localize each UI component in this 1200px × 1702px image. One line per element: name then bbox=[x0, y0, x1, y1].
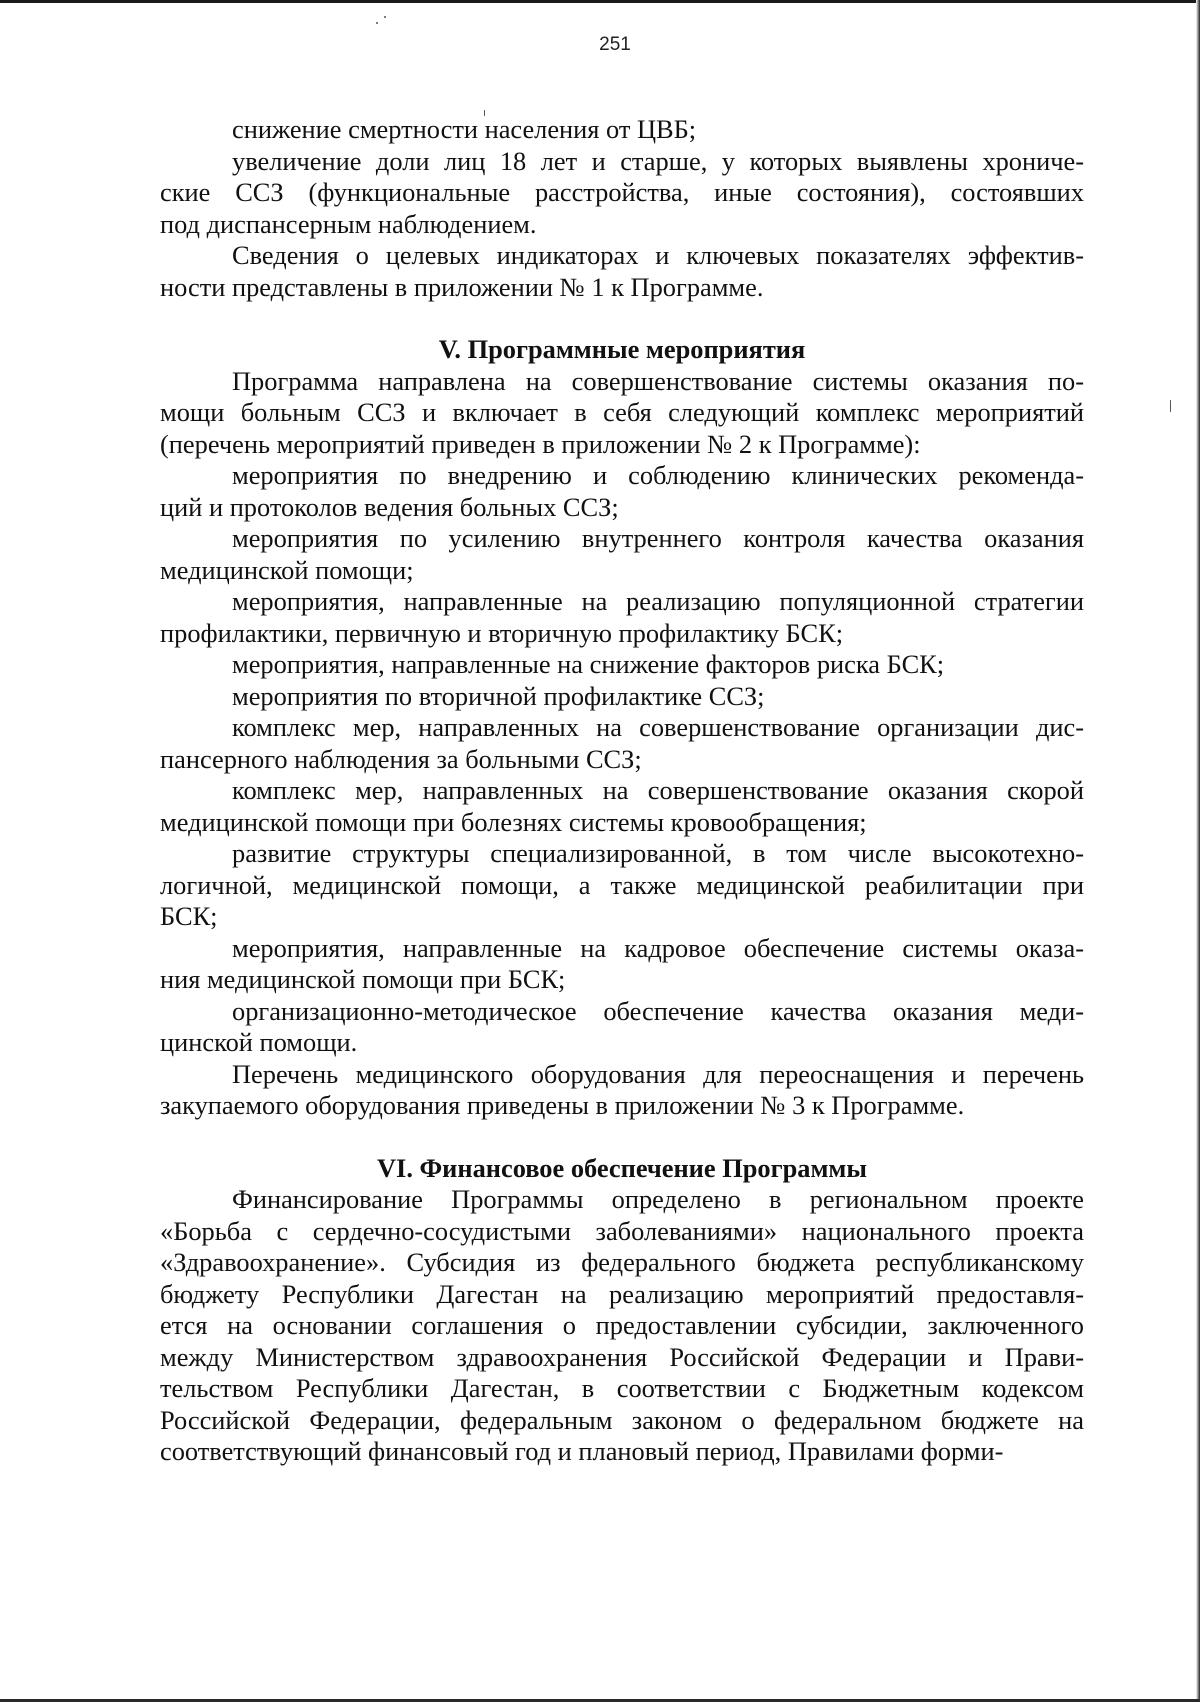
text-line: соответствующий финансовый год и плановый период, Правилами форми- bbox=[160, 1436, 1004, 1466]
text-line: мероприятия, направленные на реализацию популяционной стратегии bbox=[232, 586, 1084, 616]
paragraph bbox=[160, 1184, 1084, 1468]
page-number: 251 bbox=[599, 34, 631, 55]
text-line: тельством Республики Дагестан, в соответствии с Бюджетным кодексом bbox=[160, 1373, 1084, 1403]
text-line: Перечень медицинского оборудования для переоснащения и перечень bbox=[232, 1058, 1084, 1089]
paragraph bbox=[160, 586, 1084, 649]
text-line: Российской Федерации, федеральным законом о федеральном бюджете на bbox=[160, 1404, 1084, 1435]
text-line: мероприятия по вторичной профилактике ССЗ; bbox=[232, 680, 765, 711]
text-line: мощи больным ССЗ и включает в себя следующий комплекс мероприятий bbox=[160, 397, 1084, 427]
text-line: ется на основании соглашения о предоставлении субсидии, заключенного bbox=[160, 1310, 1084, 1340]
section-5-body bbox=[160, 366, 1084, 1122]
paragraph bbox=[160, 712, 1084, 775]
paragraph bbox=[160, 146, 1084, 241]
text-line: организационно-методическое обеспечение качества оказания меди- bbox=[232, 995, 1084, 1026]
text-line: Финансирование Программы определено в региональном проекте bbox=[232, 1184, 1084, 1214]
text-line: мероприятия, направленные на снижение факторов риска БСК; bbox=[232, 649, 945, 679]
text-line: ния медицинской помощи при БСК; bbox=[160, 964, 566, 994]
paragraph bbox=[160, 240, 1084, 303]
paragraph bbox=[160, 1059, 1084, 1122]
text-line: Сведения о целевых индикаторах и ключевых показателях эффектив- bbox=[232, 240, 1084, 270]
text-line: Программа направлена на совершенствование системы оказания по- bbox=[232, 365, 1084, 396]
scan-speck bbox=[384, 16, 386, 18]
text-line: снижение смертности населения от ЦВБ; bbox=[232, 114, 697, 144]
text-line: мероприятия по внедрению и соблюдению клинических рекоменда- bbox=[232, 460, 1084, 490]
paragraph bbox=[160, 460, 1084, 523]
text-line: бюджету Республики Дагестан на реализацию мероприятий предоставля- bbox=[160, 1278, 1084, 1309]
paragraph bbox=[160, 681, 1084, 713]
document-body bbox=[160, 114, 1084, 1468]
scan-edge-top bbox=[0, 0, 1200, 3]
section-5-title: V. Программные мероприятия bbox=[438, 334, 806, 364]
text-line: цинской помощи. bbox=[160, 1027, 358, 1057]
text-line: медицинской помощи; bbox=[160, 554, 414, 585]
paragraph bbox=[160, 775, 1084, 838]
text-line: между Министерством здравоохранения Российской Федерации и Прави- bbox=[160, 1341, 1084, 1372]
text-line: развитие структуры специализированной, в том числе высокотехно- bbox=[232, 838, 1084, 868]
intro-section bbox=[160, 114, 1084, 303]
paragraph bbox=[160, 933, 1084, 996]
paragraph bbox=[160, 838, 1084, 933]
text-line: ций и протоколов ведения больных ССЗ; bbox=[160, 491, 619, 522]
text-line: мероприятия, направленные на кадровое обеспечение системы оказа- bbox=[232, 932, 1084, 963]
text-line: (перечень мероприятий приведен в приложении № 2 к Программе): bbox=[160, 428, 921, 459]
scan-edge-right bbox=[1196, 0, 1200, 1702]
text-line: «Здравоохранение». Субсидия из федерального бюджета республиканскому bbox=[160, 1247, 1084, 1277]
text-line: пансерного наблюдения за больными ССЗ; bbox=[160, 743, 642, 774]
paragraph bbox=[160, 114, 1084, 146]
section-6-body bbox=[160, 1184, 1084, 1468]
paragraph bbox=[160, 366, 1084, 461]
text-line: медицинской помощи при болезнях системы кровообращения; bbox=[160, 806, 867, 837]
text-line: профилактики, первичную и вторичную профилактику БСК; bbox=[160, 617, 844, 648]
text-line: БСК; bbox=[160, 901, 218, 931]
text-line: закупаемого оборудования приведены в приложении № 3 к Программе. bbox=[160, 1090, 965, 1120]
section-6-title: VI. Финансовое обеспечение Программы bbox=[376, 1152, 868, 1183]
text-line: комплекс мер, направленных на совершенствование оказания скорой bbox=[232, 775, 1084, 805]
text-line: под диспансерным наблюдением. bbox=[160, 208, 537, 239]
text-line: увеличение доли лиц 18 лет и старше, у которых выявлены хрониче- bbox=[232, 145, 1084, 176]
scan-speck bbox=[1170, 400, 1171, 412]
text-line: логичной, медицинской помощи, а также медицинской реабилитации при bbox=[160, 869, 1084, 900]
text-line: ские ССЗ (функциональные расстройства, иные состояния), состоявших bbox=[160, 177, 1084, 207]
paragraph bbox=[160, 996, 1084, 1059]
paragraph bbox=[160, 649, 1084, 681]
text-line: «Борьба с сердечно-сосудистыми заболеваниями» национального проекта bbox=[160, 1215, 1084, 1246]
text-line: комплекс мер, направленных на совершенствование организации дис- bbox=[232, 712, 1084, 742]
scan-speck bbox=[376, 22, 378, 24]
text-line: мероприятия по усилению внутреннего контроля качества оказания bbox=[232, 523, 1084, 553]
text-line: ности представлены в приложении № 1 к Программе. bbox=[160, 271, 764, 302]
paragraph bbox=[160, 523, 1084, 586]
